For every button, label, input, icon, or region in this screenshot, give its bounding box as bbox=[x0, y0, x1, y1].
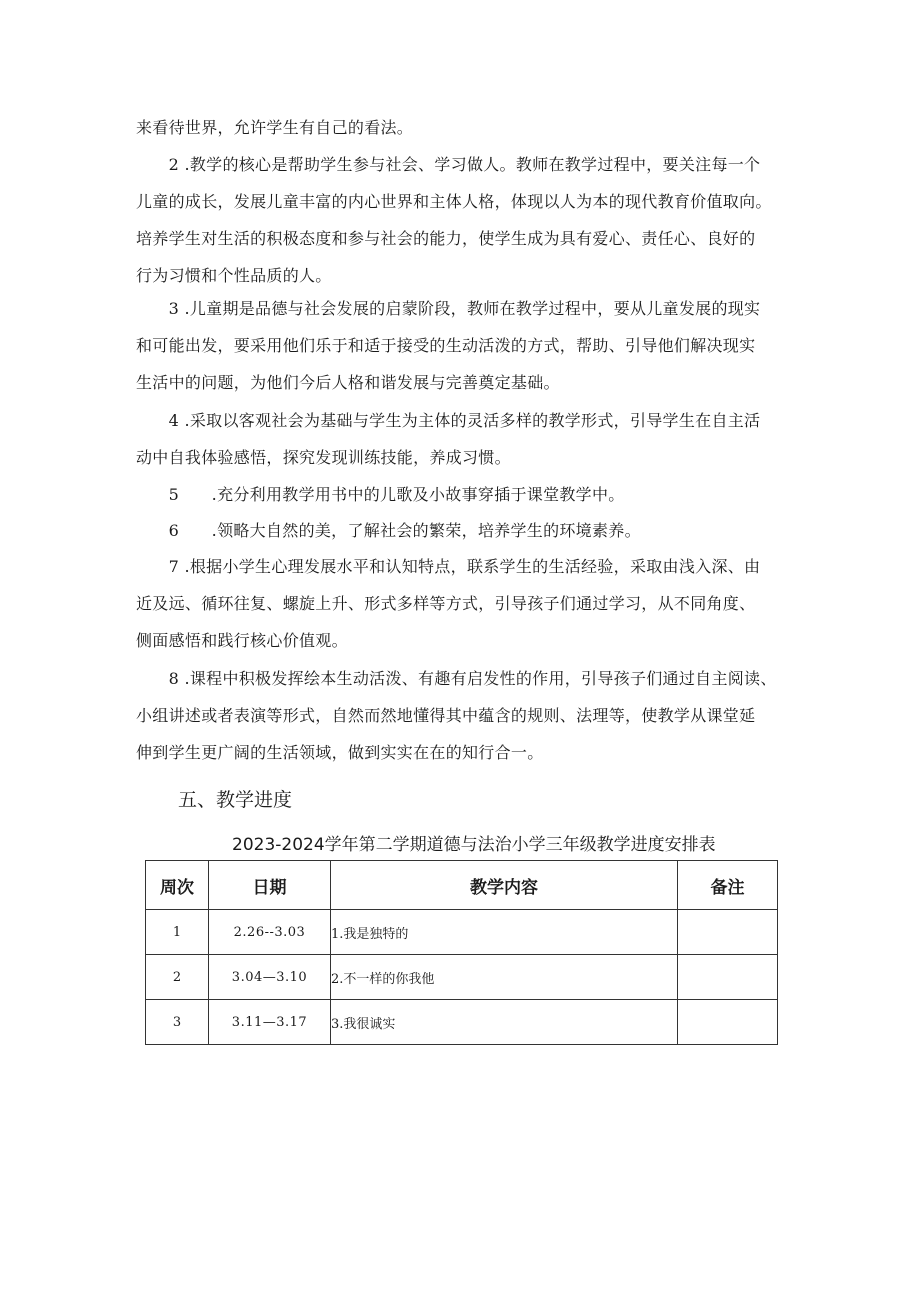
cell-date: 3.04—3.10 bbox=[209, 955, 331, 1000]
text-line: 培养学生对生活的积极态度和参与社会的能力，使学生成为具有爱心、责任心、良好的 bbox=[136, 229, 756, 248]
table-header-row bbox=[146, 861, 778, 910]
paragraph-item-8 bbox=[136, 660, 796, 771]
cell-week: 3 bbox=[146, 1000, 209, 1045]
table-row bbox=[146, 1000, 778, 1045]
header-date: 日期 bbox=[209, 861, 331, 910]
text-line: 侧面感悟和践行核心价值观。 bbox=[136, 631, 348, 650]
table-row bbox=[146, 910, 778, 955]
paragraph-item-3 bbox=[136, 290, 796, 401]
cell-date: 2.26--3.03 bbox=[209, 910, 331, 955]
section-title: 五、教学进度 bbox=[178, 789, 293, 811]
text-line: 6 .领略大自然的美，了解社会的繁荣，培养学生的环境素养。 bbox=[136, 521, 641, 540]
cell-note bbox=[678, 955, 778, 1000]
text-line: 儿童的成长，发展儿童丰富的内心世界和主体人格，体现以人为本的现代教育价值取向。 bbox=[136, 192, 772, 211]
cell-week: 1 bbox=[146, 910, 209, 955]
text-line: 4 .采取以客观社会为基础与学生为主体的灵活多样的教学形式，引导学生在自主活 bbox=[136, 411, 761, 430]
paragraph-item-6 bbox=[136, 512, 796, 549]
text-line: 行为习惯和个性品质的人。 bbox=[136, 266, 332, 285]
cell-date: 3.11—3.17 bbox=[209, 1000, 331, 1045]
text-line: 小组讲述或者表演等形式，自然而然地懂得其中蕴含的规则、法理等，使教学从课堂延 bbox=[136, 706, 756, 725]
text-line: 2 .教学的核心是帮助学生参与社会、学习做人。教师在教学过程中，要关注每一个 bbox=[136, 155, 761, 174]
text-line: 伸到学生更广阔的生活领域，做到实实在在的知行合一。 bbox=[136, 743, 544, 762]
text-line: 7 .根据小学生心理发展水平和认知特点，联系学生的生活经验，采取由浅入深、由 bbox=[136, 557, 761, 576]
cell-content: 2.不一样的你我他 bbox=[331, 955, 678, 1000]
header-week: 周次 bbox=[146, 861, 209, 910]
text-line: 5 .充分利用教学用书中的儿歌及小故事穿插于课堂教学中。 bbox=[136, 485, 625, 504]
paragraph-item-2 bbox=[136, 146, 796, 294]
text-line: 8 .课程中积极发挥绘本生动活泼、有趣有启发性的作用，引导孩子们通过自主阅读、 bbox=[136, 669, 777, 688]
text-line: 3 .儿童期是品德与社会发展的启蒙阶段，教师在教学过程中，要从儿童发展的现实 bbox=[136, 299, 761, 318]
paragraph-item-5 bbox=[136, 476, 796, 513]
text-line: 近及远、循环往复、螺旋上升、形式多样等方式，引导孩子们通过学习，从不同角度、 bbox=[136, 594, 756, 613]
header-note: 备注 bbox=[678, 861, 778, 910]
text-line: 和可能出发，要采用他们乐于和适于接受的生动活泼的方式，帮助、引导他们解决现实 bbox=[136, 336, 756, 355]
paragraph-item-4 bbox=[136, 402, 796, 476]
paragraph-intro-tail bbox=[136, 109, 796, 146]
text-line: 生活中的问题，为他们今后人格和谐发展与完善奠定基础。 bbox=[136, 373, 560, 392]
cell-note bbox=[678, 910, 778, 955]
cell-note bbox=[678, 1000, 778, 1045]
text-line: 来看待世界，允许学生有自己的看法。 bbox=[136, 118, 414, 137]
cell-week: 2 bbox=[146, 955, 209, 1000]
text-line: 动中自我体验感悟，探究发现训练技能，养成习惯。 bbox=[136, 448, 511, 467]
cell-content: 1.我是独特的 bbox=[331, 910, 678, 955]
table-caption: 2023-2024学年第二学期道德与法治小学三年级教学进度安排表 bbox=[232, 835, 716, 855]
table-row bbox=[146, 955, 778, 1000]
header-content: 教学内容 bbox=[331, 861, 678, 910]
schedule-table bbox=[145, 860, 778, 1045]
cell-content: 3.我很诚实 bbox=[331, 1000, 678, 1045]
paragraph-item-7 bbox=[136, 548, 796, 659]
